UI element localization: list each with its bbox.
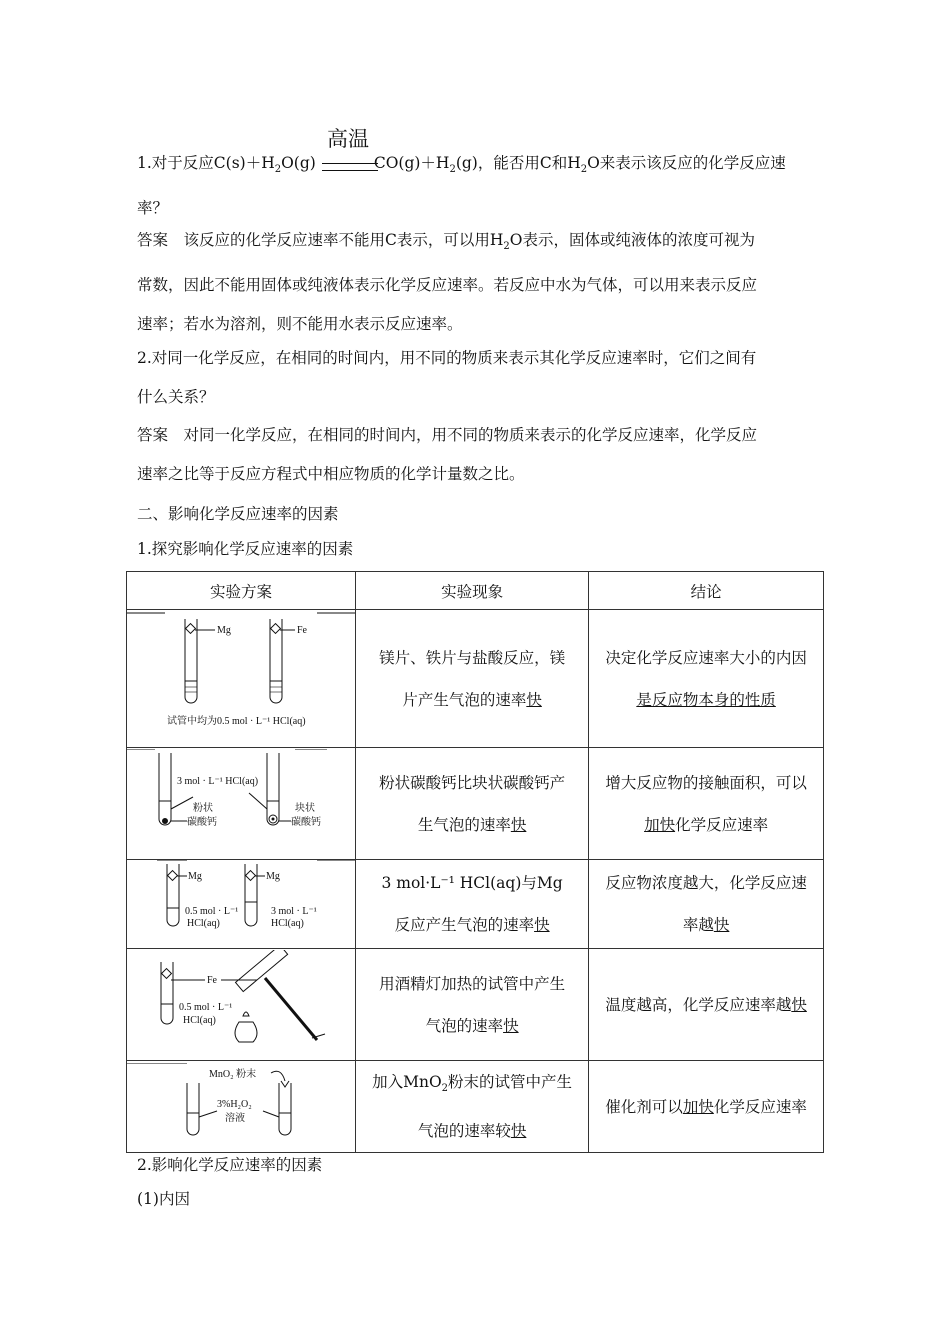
table-row bbox=[127, 949, 824, 1061]
conclusion-cell bbox=[589, 1061, 824, 1153]
phenomenon-cell bbox=[356, 748, 589, 860]
subheading-2-1: (1)内因 bbox=[137, 1190, 190, 1208]
header-cell: 实验现象 bbox=[356, 572, 589, 610]
subheading-1: 1.探究影响化学反应速率的因素 bbox=[137, 540, 354, 558]
conclusion-cell bbox=[589, 610, 824, 748]
experiment-diagram-mg-fe bbox=[127, 610, 356, 748]
conclusion-text: 温度越高，化学反应速率越快 bbox=[605, 995, 807, 1014]
question-2 bbox=[137, 339, 817, 417]
powder-caco3-label: 碳酸钙 bbox=[187, 816, 217, 828]
solution-label: 溶液 bbox=[225, 1112, 245, 1124]
conclusion-text: 增大反应物的接触面积，可以 加快化学反应速率 bbox=[605, 773, 807, 834]
phenomenon-text: 3 mol·L⁻¹ HCl(aq)与Mg 反应产生气泡的速率快 bbox=[381, 874, 563, 934]
conc-high-label: 3 mol · L⁻¹ bbox=[271, 906, 317, 917]
answer-1-line2: 常数，因此不能用固体或纯液体表示化学反应速率。若反应中水为气体，可以用来表示反应 bbox=[137, 276, 758, 295]
phenomenon-text: 镁片、铁片与盐酸反应，镁 片产生气泡的速率快 bbox=[379, 648, 566, 709]
answer-1-line3: 速率；若水为溶剂，则不能用水表示反应速率。 bbox=[137, 315, 463, 334]
experiment-diagram-caco3 bbox=[127, 748, 356, 860]
test-tubes-concentration-image bbox=[127, 860, 355, 948]
experiment-diagram-catalyst bbox=[127, 1061, 356, 1153]
question-2-line1: 2.对同一化学反应，在相同的时间内，用不同的物质来表示其化学反应速率时，它们之间有 bbox=[137, 349, 757, 367]
block-label: 块状 bbox=[295, 802, 315, 814]
conc-label: 0.5 mol · L⁻¹ bbox=[179, 1001, 233, 1013]
answer-1-line1: 答案 该反应的化学反应速率不能用C表示，可以用$H_2O$表示，固体或纯液体的浓度可视为 bbox=[137, 231, 755, 253]
conclusion-cell bbox=[589, 860, 824, 949]
section-heading: 二、影响化学反应速率的因素 bbox=[137, 505, 339, 523]
table-row bbox=[127, 748, 824, 860]
header-cell: 实验方案 bbox=[127, 572, 356, 610]
table-row bbox=[127, 1061, 824, 1153]
phenomenon-cell bbox=[356, 1061, 589, 1153]
phenomenon-cell bbox=[356, 860, 589, 949]
reaction-condition-label: 高温 bbox=[327, 127, 369, 151]
answer-1 bbox=[137, 221, 817, 344]
acid-label: 3 mol · L⁻¹ HCl(aq) bbox=[177, 775, 259, 787]
header-cell: 结论 bbox=[589, 572, 824, 610]
mg-label-2: Mg bbox=[266, 871, 280, 882]
answer-2 bbox=[137, 416, 817, 494]
fe-label: Fe bbox=[297, 624, 307, 636]
question-1 bbox=[137, 144, 817, 228]
question-1-line2: 率？ bbox=[137, 199, 169, 218]
conclusion-cell bbox=[589, 949, 824, 1061]
subheading-2: 2.影响化学反应速率的因素 bbox=[137, 1156, 323, 1174]
test-tubes-mg-fe-image bbox=[127, 611, 355, 747]
hcl-label: HCl(aq) bbox=[183, 1014, 216, 1026]
h2o2-label: 3%H₂O₂ bbox=[217, 1098, 252, 1110]
mno2-label: MnO₂ 粉末 bbox=[209, 1068, 257, 1080]
phenomenon-text: 用酒精灯加热的试管中产生 气泡的速率快 bbox=[379, 974, 566, 1035]
experiment-diagram-concentration bbox=[127, 860, 356, 949]
hcl-label-1: HCl(aq) bbox=[187, 918, 220, 929]
experiment-table bbox=[126, 571, 824, 1153]
mg-label-1: Mg bbox=[188, 871, 202, 882]
test-tubes-catalyst-image bbox=[127, 1063, 355, 1151]
table-header-row bbox=[127, 572, 824, 610]
experiment-diagram-temperature bbox=[127, 949, 356, 1061]
fe-label: Fe bbox=[207, 974, 217, 986]
phenomenon-text: 粉状碳酸钙比块状碳酸钙产 生气泡的速率快 bbox=[379, 773, 566, 834]
table-row bbox=[127, 610, 824, 748]
phenomenon-cell bbox=[356, 610, 589, 748]
conclusion-text: 催化剂可以加快化学反应速率 bbox=[605, 1097, 807, 1116]
conc-low-label: 0.5 mol · L⁻¹ bbox=[185, 906, 239, 917]
conclusion-cell bbox=[589, 748, 824, 860]
phenomenon-text: 加入MnO$_2$粉末的试管中产生 气泡的速率较快 bbox=[372, 1073, 573, 1141]
test-tubes-caco3-image bbox=[127, 749, 355, 859]
phenomenon-cell bbox=[356, 949, 589, 1061]
question-2-line2: 什么关系？ bbox=[137, 388, 215, 406]
block-caco3-label: 碳酸钙 bbox=[291, 816, 321, 828]
diagram-caption: 试管中均为0.5 mol · L⁻¹ HCl(aq) bbox=[167, 715, 306, 727]
hcl-label-2: HCl(aq) bbox=[271, 918, 304, 929]
answer-2-line1: 答案 对同一化学反应，在相同的时间内，用不同的物质来表示的化学反应速率，化学反应 bbox=[137, 426, 758, 444]
mg-label: Mg bbox=[217, 624, 231, 636]
answer-2-line2: 速率之比等于反应方程式中相应物质的化学计量数之比。 bbox=[137, 465, 525, 483]
conclusion-text: 决定化学反应速率大小的内因 是反应物本身的性质 bbox=[605, 648, 807, 709]
powder-label: 粉状 bbox=[193, 802, 213, 814]
question-1-line1: 1.对于反应$C(s)+H_2O(g)$ $CO(g)+H_2(g)$，能否用C和$H_2O$来表示该反应的化学反应速 bbox=[137, 154, 786, 176]
table-row bbox=[127, 860, 824, 949]
test-tubes-temperature-image bbox=[127, 950, 355, 1060]
conclusion-text: 反应物浓度越大，化学反应速 率越快 bbox=[605, 874, 807, 934]
